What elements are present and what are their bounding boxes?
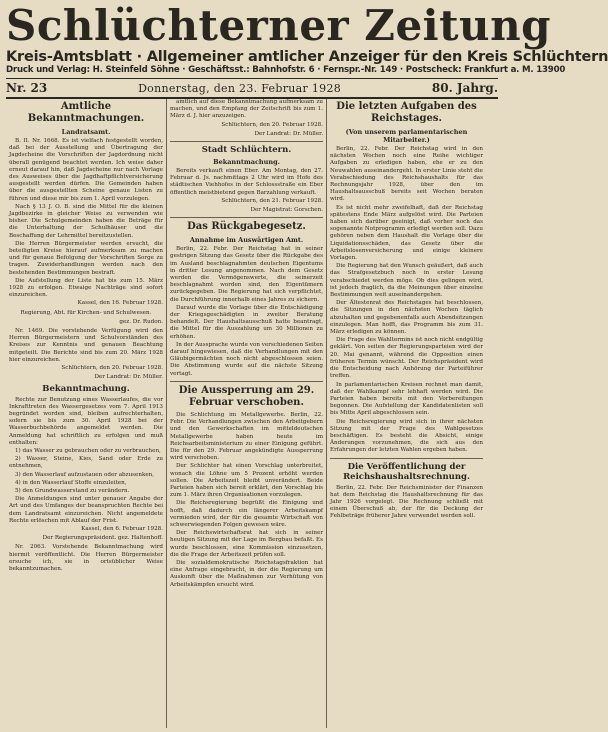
list-item: 2) Wasser, Steine, Kies, Sand oder Erde zu entnehmen,: [9, 456, 163, 470]
divider: [170, 381, 323, 382]
section-heading: Amtliche Bekanntmachungen.: [27, 101, 145, 124]
signature-place: Schlüchtern, den 21. Februar 1928.: [221, 197, 323, 204]
masthead-imprint: Druck und Verlag: H. Steinfeld Söhne · Geschäftsst.: Bahnhofstr. 6 · Fernspr.-Nr. 149 · Postscheck: Frankfurt a. M. 13900: [6, 65, 498, 79]
paragraph: Die sozialdemokratische Reichstagsfraktion hat eine Anfrage eingebracht, in der die Regierung um Auskunft über die Maßnahmen zur Verhütung von Arbeitskämpfen ersucht wird.: [170, 559, 323, 588]
paragraph: Die Schlichtung im Metallgewerbe. Berlin, 22. Febr. Die Verhandlungen zwischen den Arbeitgebern und den Gewerkschaften im mitteldeutschen Metallgewerbe haben heute im Reichsarbeitsministerium zu einer Einigung geführt. Die für den 29. Februar angekündigte Aussperrung wird verschoben.: [170, 411, 323, 462]
article-headline: Die Aussperrung am 29. Februar verschoben.: [178, 384, 315, 408]
article-headline: Das Rückgabegesetz.: [187, 221, 306, 233]
signature-name: Der Magistrat: Gorschen.: [250, 207, 323, 214]
paragraph: Berlin, 22. Febr. Der Reichsminister der Finanzen hat dem Reichstag die Haushaltsrechnung für das Jahr 1926 vorgelegt. Die Rechnung schließt mit einem Überschuß ab, der für die Deckung der Fehlbeträge früherer Jahre verwendet werden soll.: [330, 484, 483, 520]
list-item: 4) in den Wasserlauf Stoffe einzuleiten,: [15, 479, 127, 486]
column-1: [6, 99, 166, 728]
paragraph: Die Frage des Wahltermins ist noch nicht endgültig geklärt. Von seiten der Regierungsparteien wird der 20. Mai genannt, während die Opposition einen früheren Termin wünscht. Der Reichspräsident wird die Entscheidung nach Anhörung der Parteiführer treffen.: [330, 337, 483, 380]
paragraph: Rechte zur Benutzung eines Wasserlaufes, die vor Inkrafttreten des Wassergesetzes vom 7. April 1913 begründet worden sind, bleiben aufrechterhalten, sofern sie bis zum 30. April 1928 bei der Wasserbuchbehörde angemeldet werden. Die Anmeldung hat schriftlich zu erfolgen und muß enthalten:: [9, 396, 163, 446]
paragraph: Darauf wurde die Vorlage über die Entschädigung der Kriegsgeschädigten in zweiter Beratung behandelt. Der Haushaltsausschuß hatte beantragt, die Mittel für die Auszahlung um 30 Millionen zu erhöhen.: [170, 304, 323, 340]
list-item: 1) das Wasser zu gebrauchen oder zu verbrauchen,: [15, 447, 161, 454]
column-3: [326, 99, 486, 728]
volume-year: 80. Jahrg.: [431, 81, 498, 95]
signature-place: Kassel, den 16. Februar 1928.: [77, 300, 163, 307]
notice-heading: Bekanntmachung.: [42, 383, 130, 394]
divider: [170, 217, 323, 218]
signature-place: Kassel, den 6. Februar 1928.: [81, 525, 163, 532]
paragraph: Der Reichswirtschaftsrat hat sich in seiner heutigen Sitzung mit der Lage im Bergbau befaßt. Es wurde beschlossen, eine Kommission einzusetzen, die die Frage der Arbeitszeit prüfen soll.: [170, 530, 323, 558]
paragraph: Der Schlichter hat einen Vorschlag unterbreitet, wonach die Löhne um 5 Prozent erhöht werden sollen. Die Arbeitszeit bleibt unverändert. Beide Parteien haben sich bereit erklärt, den Vorschlag bis zum 1. März ihren Organisationen vorzulegen.: [170, 463, 323, 499]
list-item: 3) den Wasserlauf aufzustauen oder abzusenken,: [15, 471, 155, 478]
article-columns: [6, 99, 498, 728]
paragraph: Die Reichsregierung wird sich in ihrer nächsten Sitzung mit der Frage des Wahlgesetzes beschäftigen. Es besteht die Absicht, einige Änderungen vorzunehmen, die sich aus den Erfahrungen der letzten Wahlen ergeben haben.: [330, 418, 483, 454]
paragraph: Die Aufstellung der Liste hat bis zum 15. März 1928 zu erfolgen. Etwaige Nachträge sind sofort einzureichen.: [9, 277, 163, 299]
newspaper-page: [6, 1, 608, 728]
article-subheadline: (Von unserem parlamentarischen Mitarbeiter.): [345, 128, 468, 144]
paragraph: Bereits verkauft einen Eber. Am Montag, den 27. Februar d. Js. nachmittags 2 Uhr wird im Hofe des städtischen Viehhofes in der Schlossstraße ein Eber öffentlich meistbietend gegen Barzahlung verkauft.: [170, 168, 323, 196]
paragraph: B. II. Nr. 1668. Es ist vielfach festgestellt worden, daß bei der Ausstellung und Übertragung der Jagdscheine die Vorschriften der Jagdordnung nicht überall genügend beachtet werden. Ich weise daher erneut darauf hin, daß Jagdscheine nur nach Vorlage des Ausweises über die Jagdhaftpflichtversicherung ausgestellt werden dürfen. Die Gemeinden haben über die ausgestellten Scheine genaue Listen zu führen und diese mir bis zum 1. April vorzulegen.: [9, 138, 163, 202]
masthead-subtitle: Kreis-Amtsblatt · Allgemeiner amtlicher Anzeiger für den Kreis Schlüchtern: [6, 49, 608, 65]
paragraph: Die Reichsregierung begrüßt die Einigung und hofft, daß dadurch ein längerer Arbeitskampf vermieden wird, der für die gesamte Wirtschaft von schwerwiegenden Folgen gewesen wäre.: [170, 500, 323, 528]
masthead-title: Schlüchterner Zeitung: [6, 1, 551, 50]
paragraph: Die Herren Bürgermeister werden ersucht, die beteiligten Kreise hierauf aufmerksam zu machen und für genaue Befolgung der Vorschriften Sorge zu tragen. Zuwiderhandlungen werden nach den bestehenden Bestimmungen bestraft.: [9, 240, 163, 276]
divider: [330, 458, 483, 459]
list-item: 5) den Grundwasserstand zu verändern.: [15, 487, 130, 494]
signature-place: Schlüchtern, den 20. Februar 1928.: [61, 365, 163, 372]
article-subheadline: Annahme im Auswärtigen Amt.: [189, 236, 304, 245]
paragraph: Berlin, 22. Febr. Der Reichstag wird in den nächsten Wochen noch eine Reihe wichtiger Aufgaben zu erledigen haben, ehe er zu den Neuwahlen auseinandergeht. In erster Linie steht die Verabschiedung des Reichshaushalts für das Rechnungsjahr 1928, über den im Haushaltsausschuß bereits seit Wochen beraten wird.: [330, 146, 483, 203]
column-2: [166, 99, 326, 728]
paragraph: In parlamentarischen Kreisen rechnet man damit, daß der Wahlkampf sehr lebhaft werden wird. Die Parteien haben bereits mit den Vorbereitungen begonnen. Die Aufstellung der Kandidatenlisten soll bis Mitte April abgeschlossen sein.: [330, 381, 483, 417]
article-headline: Die letzten Aufgaben des Reichstages.: [336, 101, 477, 124]
paragraph: Die Regierung hat den Wunsch geäußert, daß auch das Strafgesetzbuch noch in erster Lesung verabschiedet werden möge. Ob dies gelingen wird, ist jedoch fraglich, da die Meinungen über einzelne Bestimmungen weit auseinandergehen.: [330, 263, 483, 299]
paragraph: Der Ältestenrat des Reichstages hat beschlossen, die Sitzungen in den nächsten Wochen täglich abzuhalten und gegebenenfalls auch Abendsitzungen einzulegen. Man hofft, das Programm bis zum 31. März erledigen zu können.: [330, 300, 483, 336]
paragraph: Die Anmeldungen sind unter genauer Angabe der Art und des Umfanges der beanspruchten Rechte bei dem Landratsamt einzureichen. Nicht angemeldete Rechte erlöschen mit Ablauf der Frist.: [9, 496, 163, 524]
section-subheading: Bekanntmachung.: [213, 158, 280, 167]
paragraph: In der Aussprache wurde von verschiedenen Seiten darauf hingewiesen, daß die Verhandlungen mit den Gläubigermächten noch nicht abgeschlossen seien. Die Abstimmung wurde auf die nächste Sitzung vertagt.: [170, 341, 323, 377]
signature-name: Der Landrat: Dr. Müller.: [94, 374, 163, 381]
issue-date: Donnerstag, den 23. Februar 1928: [138, 81, 342, 95]
signature-name: gez. Dr. Rudon.: [119, 318, 163, 325]
paragraph: Nach § 13 J. O. B. sind die Mittel für die kleinen Jagdbezirke in gleicher Weise zu verwenden wie bisher. Die Schulgemeinden haben die Beträge für die Unterhaltung der Schulhäuser und die Beschaffung der Lehrmittel bereitzustellen.: [9, 203, 163, 239]
section-heading: Stadt Schlüchtern.: [201, 145, 292, 156]
signature-org: Regierung, Abt. für Kirchen- und Schulwesen.: [20, 309, 152, 316]
paragraph: Es ist nicht mehr zweifelhaft, daß der Reichstag spätestens Ende März aufgelöst wird. Die Parteien haben sich darüber geeinigt, daß vorher noch das sogenannte Notprogramm erledigt werden soll. Dazu gehören neben dem Haushalt die Vorlage über die Liquidationsschäden, das Gesetz über die Arbeitslosenversicherung und einige kleinere Vorlagen.: [330, 204, 483, 262]
signature-place: Schlüchtern, den 20. Februar 1928.: [221, 121, 323, 128]
signature-name: Der Landrat: Dr. Müller.: [254, 130, 323, 137]
signature-name: Der Regierungspräsident. gez. Haltenhoff.: [42, 535, 163, 542]
article-headline: Die Veröffentlichung der Reichshaushaltsrechnung.: [343, 461, 470, 482]
paragraph: Berlin, 22. Febr. Der Reichstag hat in seiner gestrigen Sitzung das Gesetz über die Rückgabe des im Ausland beschlagnahmten deutschen Eigentums in dritter Lesung angenommen. Nach dem Gesetz werden die Vermögenswerte, die seinerzeit beschlagnahmt worden sind, den Eigentümern zurückgegeben. Die Regierung hat sich verpflichtet, die Durchführung innerhalb eines Jahres zu sichern.: [170, 246, 323, 303]
divider: [170, 141, 323, 142]
paragraph: amtlich auf diese Bekanntmachung aufmerksam zu machen, und den Empfang der Zeitschrift bis zum 1. März d. J. hier anzuzeigen.: [170, 99, 323, 120]
issue-number: Nr. 23: [6, 81, 48, 95]
paragraph: Nr. 1469. Die vorstehende Verfügung wird den Herren Bürgermeistern und Schulvorständen des Kreises zur Kenntnis und genauen Beachtung mitgeteilt. Die Berichte sind bis zum 20. März 1928 hier einzureichen.: [9, 328, 163, 363]
dateline: [6, 79, 498, 99]
section-subheading: Landratsamt.: [61, 128, 111, 136]
paragraph: Nr. 2063. Vorstehende Bekanntmachung wird hiermit veröffentlicht. Die Herren Bürgermeister ersuche ich, sie in ortsüblicher Weise bekanntzumachen.: [9, 544, 163, 572]
